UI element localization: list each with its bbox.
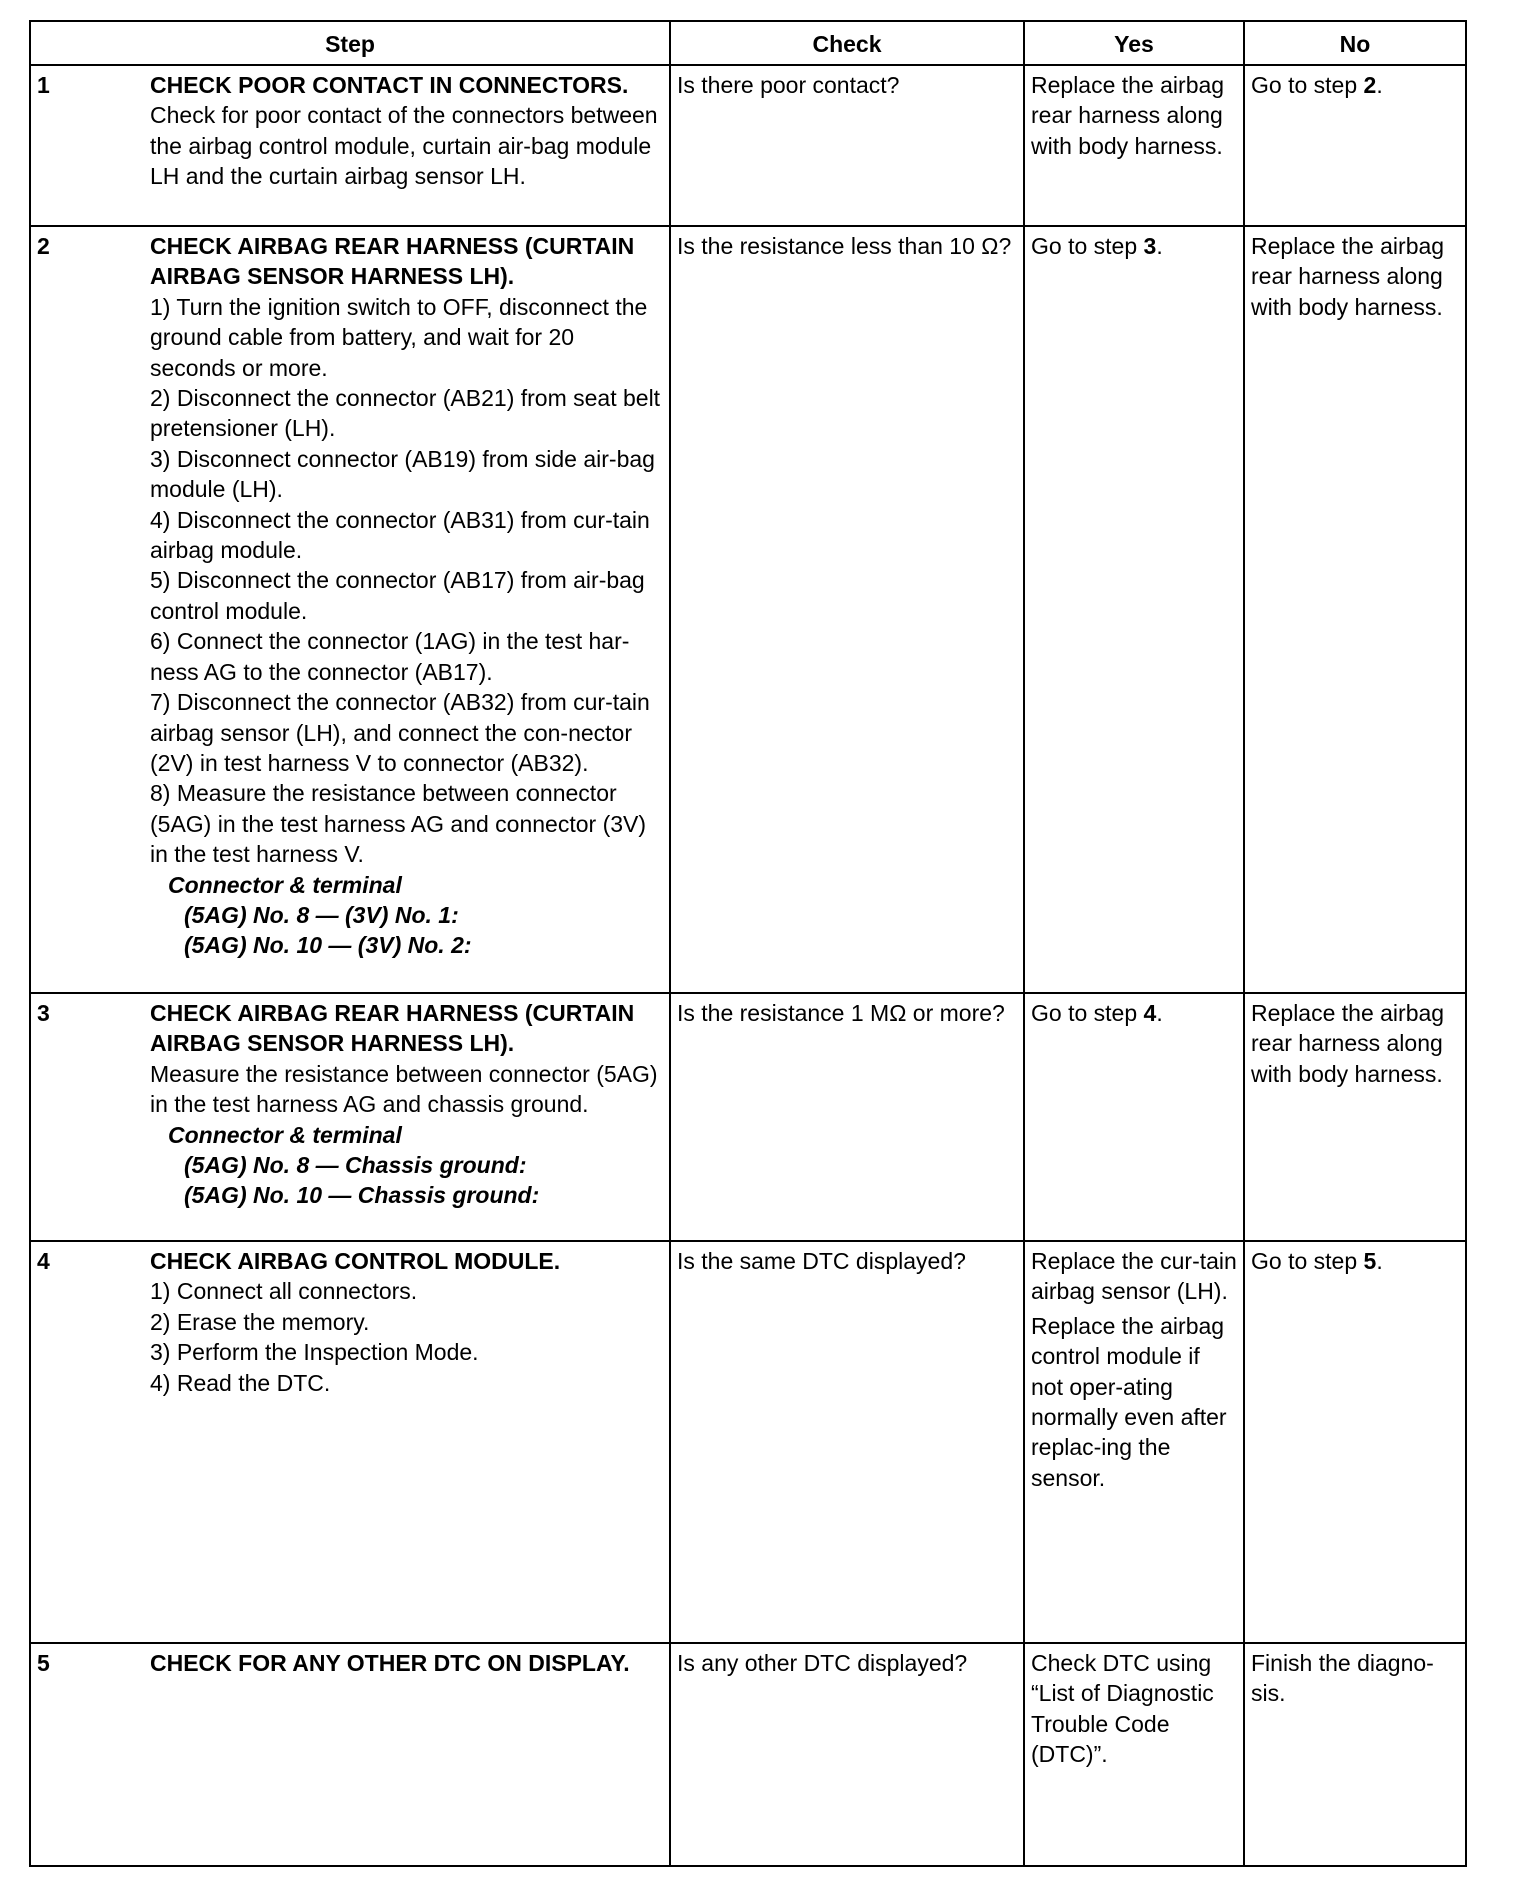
check-question: Is the resistance 1 MΩ or more? xyxy=(670,993,1024,1241)
table-row xyxy=(30,1643,1466,1866)
yes-action xyxy=(1024,1643,1244,1866)
step-title: CHECK FOR ANY OTHER DTC ON DISPLAY. xyxy=(150,1650,630,1676)
header-check: Check xyxy=(670,21,1024,65)
header-row xyxy=(30,21,1466,65)
step-ref: 3 xyxy=(1143,233,1157,259)
step-number: 2 xyxy=(30,226,150,993)
no-text: Replace the airbag rear harness along with body harness. xyxy=(1251,1000,1445,1087)
yes-text: Go to step xyxy=(1031,1000,1144,1026)
step-instruction: Measure the resistance between connector (5AG) in the test harness AG and chassis ground. xyxy=(150,1060,658,1118)
terminal-item: (5AG) No. 8 — (3V) No. 1: xyxy=(184,901,459,928)
no-suffix: . xyxy=(1376,1248,1383,1274)
step-instruction: 4) Disconnect the connector (AB31) from cur-tain airbag module. xyxy=(150,506,650,564)
yes-suffix: . xyxy=(1156,1000,1163,1026)
table-row xyxy=(30,1241,1466,1643)
check-question: Is the resistance less than 10 Ω? xyxy=(670,226,1024,993)
no-action xyxy=(1244,1643,1466,1866)
no-text: Go to step xyxy=(1251,72,1364,98)
step-instruction: 6) Connect the connector (1AG) in the test har-ness AG to the connector (AB17). xyxy=(150,628,630,685)
step-content xyxy=(150,993,670,1241)
step-instruction: 8) Measure the resistance between connector (5AG) in the test harness AG and connector (3V) in the test harness V. xyxy=(150,780,647,868)
step-instruction: Check for poor contact of the connectors between the airbag control module, curtain air-bag module LH and the curtain airbag sensor LH. xyxy=(150,102,658,190)
step-instruction: 1) Turn the ignition switch to OFF, disconnect the ground cable from battery, and wait for 20 seconds or more. xyxy=(150,293,648,381)
step-instruction: 5) Disconnect the connector (AB17) from air-bag control module. xyxy=(150,567,645,624)
step-content xyxy=(150,65,670,226)
step-title: CHECK AIRBAG REAR HARNESS (CURTAIN AIRBAG SENSOR HARNESS LH). xyxy=(150,1000,635,1057)
no-suffix: . xyxy=(1376,72,1383,98)
step-instruction: 2) Erase the memory. xyxy=(150,1308,370,1335)
terminal-item: (5AG) No. 10 — Chassis ground: xyxy=(184,1182,540,1209)
step-content xyxy=(150,1241,670,1643)
no-text: Go to step xyxy=(1251,1248,1364,1274)
step-content xyxy=(150,226,670,993)
table-row xyxy=(30,226,1466,993)
no-text: Finish the diagno-sis. xyxy=(1251,1650,1434,1707)
table-row xyxy=(30,993,1466,1241)
check-question: Is the same DTC displayed? xyxy=(670,1241,1024,1643)
yes-text: Check DTC using “List of Diagnostic Trouble Code (DTC)”. xyxy=(1031,1650,1214,1768)
step-instruction: 3) Perform the Inspection Mode. xyxy=(150,1339,479,1366)
step-number: 4 xyxy=(30,1241,150,1643)
yes-text: Go to step xyxy=(1031,233,1144,259)
yes-action xyxy=(1024,993,1244,1241)
no-text: Replace the airbag rear harness along with body harness. xyxy=(1251,233,1445,320)
yes-action xyxy=(1024,1241,1244,1643)
yes-text: Replace the cur-tain airbag sensor (LH). xyxy=(1031,1248,1237,1305)
yes-action xyxy=(1024,226,1244,993)
no-action xyxy=(1244,65,1466,226)
yes-text: Replace the airbag control module if not oper-ating normally even after replac-ing the sensor. xyxy=(1031,1312,1227,1491)
check-question: Is there poor contact? xyxy=(670,65,1024,226)
no-action xyxy=(1244,993,1466,1241)
header-yes: Yes xyxy=(1024,21,1244,65)
terminal-item: (5AG) No. 10 — (3V) No. 2: xyxy=(184,932,472,959)
step-number: 1 xyxy=(30,65,150,226)
step-title: CHECK AIRBAG CONTROL MODULE. xyxy=(150,1248,561,1274)
diagnostic-table xyxy=(29,20,1467,1867)
step-instruction: 4) Read the DTC. xyxy=(150,1369,331,1396)
header-step: Step xyxy=(30,21,670,65)
no-action xyxy=(1244,1241,1466,1643)
step-instruction: 3) Disconnect connector (AB19) from side air-bag module (LH). xyxy=(150,445,655,503)
check-question: Is any other DTC displayed? xyxy=(670,1643,1024,1866)
step-title: CHECK POOR CONTACT IN CONNECTORS. xyxy=(150,72,629,98)
no-action xyxy=(1244,226,1466,993)
terminal-title: Connector & terminal xyxy=(168,871,402,898)
yes-suffix: . xyxy=(1156,233,1163,259)
step-number: 5 xyxy=(30,1643,150,1866)
step-title: CHECK AIRBAG REAR HARNESS (CURTAIN AIRBAG SENSOR HARNESS LH). xyxy=(150,233,635,290)
table-row xyxy=(30,65,1466,226)
step-ref: 2 xyxy=(1363,72,1377,98)
step-content xyxy=(150,1643,670,1866)
yes-text: Replace the airbag rear harness along with body harness. xyxy=(1031,72,1225,159)
yes-action xyxy=(1024,65,1244,226)
step-ref: 4 xyxy=(1143,1000,1157,1026)
header-no: No xyxy=(1244,21,1466,65)
terminal-title: Connector & terminal xyxy=(168,1121,402,1148)
step-number: 3 xyxy=(30,993,150,1241)
terminal-item: (5AG) No. 8 — Chassis ground: xyxy=(184,1152,527,1179)
step-instruction: 1) Connect all connectors. xyxy=(150,1278,418,1305)
step-instruction: 2) Disconnect the connector (AB21) from seat belt pretensioner (LH). xyxy=(150,385,661,442)
step-instruction: 7) Disconnect the connector (AB32) from cur-tain airbag sensor (LH), and connect the con-nector (2V) in test harness V to connector (AB32). xyxy=(150,689,650,776)
step-ref: 5 xyxy=(1363,1248,1377,1274)
